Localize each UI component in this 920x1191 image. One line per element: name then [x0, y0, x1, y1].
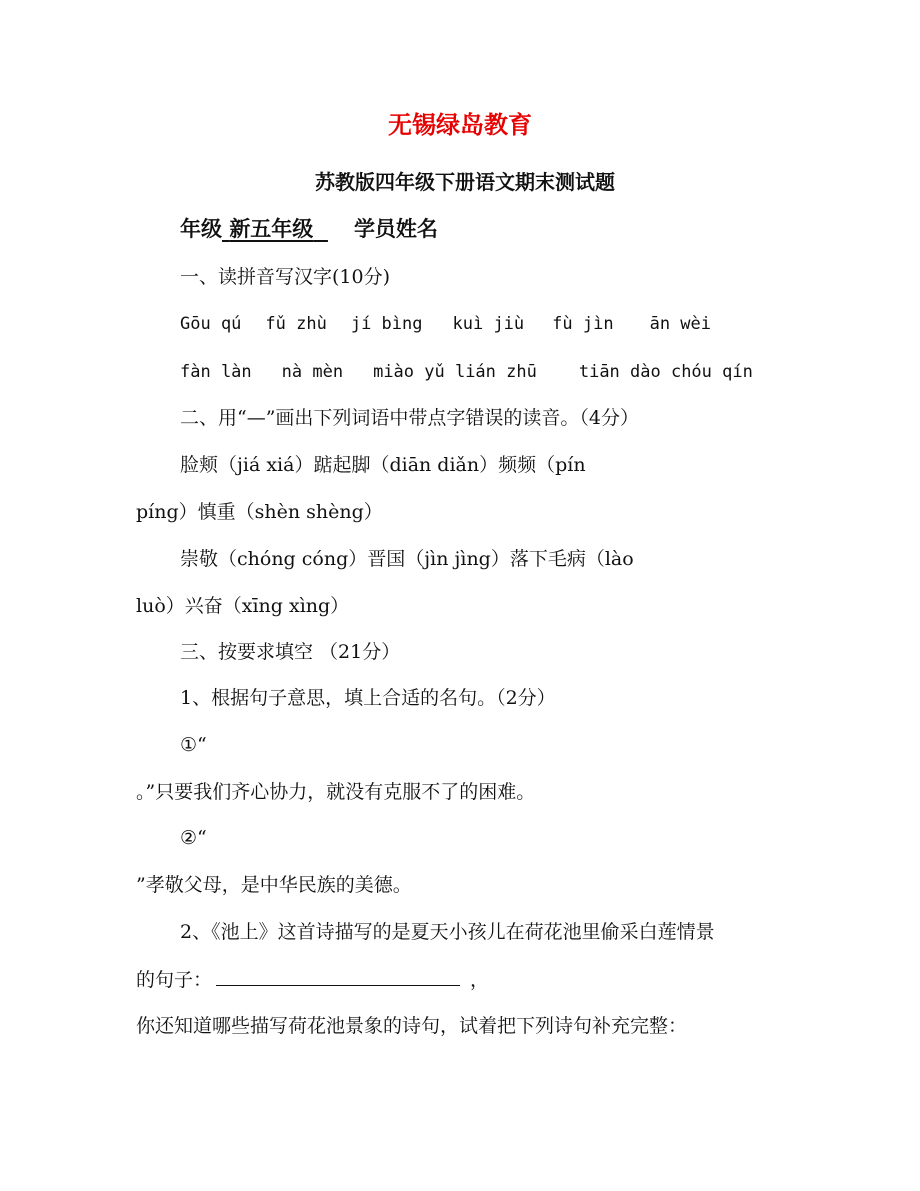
brand-title: 无锡绿岛教育 — [388, 110, 532, 139]
pinyin-row-1 — [180, 312, 711, 336]
student-info-line — [180, 217, 438, 241]
section2-heading: 二、用“—”画出下列词语中带点字错误的读音。（4分） — [180, 407, 640, 429]
question-1b-close: ”孝敬父母，是中华民族的美德。 — [136, 874, 412, 896]
question-2-line3: 你还知道哪些描写荷花池景象的诗句，试着把下列诗句补充完整： — [136, 1015, 688, 1037]
section2-line: luò）兴奋（xīng xìng） — [136, 595, 350, 617]
section2-line: 脸颊（jiá xiá）踮起脚（diān diǎn）频频（pín — [180, 454, 586, 476]
pinyin-item: jí bìng — [350, 314, 423, 334]
section2-line: 崇敬（chóng cóng）晋国（jìn jìng）落下毛病（lào — [180, 548, 634, 570]
pinyin-item: fǔ zhù — [265, 314, 327, 334]
section2-line: píng）慎重（shèn shèng） — [136, 501, 383, 523]
pinyin-item: fù jìn — [552, 314, 614, 334]
question-1b-open: ②“ — [180, 827, 207, 849]
answer-blank[interactable] — [216, 967, 460, 986]
pinyin-row-2 — [180, 360, 753, 384]
pinyin-item: ān wèi — [649, 314, 711, 334]
pinyin-item: fàn làn — [180, 362, 252, 382]
section3-heading: 三、按要求填空 （21分） — [180, 641, 401, 663]
name-label: 学员姓名 — [353, 216, 438, 241]
pinyin-item: kuì jiù — [452, 314, 525, 334]
grade-value: 新五年级 — [229, 216, 314, 241]
section1-heading: 一、读拼音写汉字(10分) — [180, 266, 391, 288]
question-2-line1: 2、《池上》这首诗描写的是夏天小孩儿在荷花池里偷采白莲情景 — [180, 921, 715, 943]
question-1a-close: 。”只要我们齐心协力，就没有克服不了的困难。 — [136, 781, 536, 803]
grade-label: 年级 — [180, 216, 222, 241]
question-2-prefix: 的句子： — [136, 969, 213, 991]
question-2-line2 — [136, 967, 489, 992]
question-1a-open: ①“ — [180, 734, 207, 756]
pinyin-item: tiān dào chóu qín — [578, 362, 753, 382]
question-1: 1、根据句子意思，填上合适的名句。（2分） — [180, 687, 556, 709]
question-2-suffix: ， — [470, 969, 490, 991]
exam-title: 苏教版四年级下册语文期末测试题 — [315, 170, 615, 194]
pinyin-item: miào yǔ lián zhū — [373, 362, 537, 382]
pinyin-item: Gōu qú — [180, 314, 242, 334]
pinyin-item: nà mèn — [281, 362, 344, 382]
